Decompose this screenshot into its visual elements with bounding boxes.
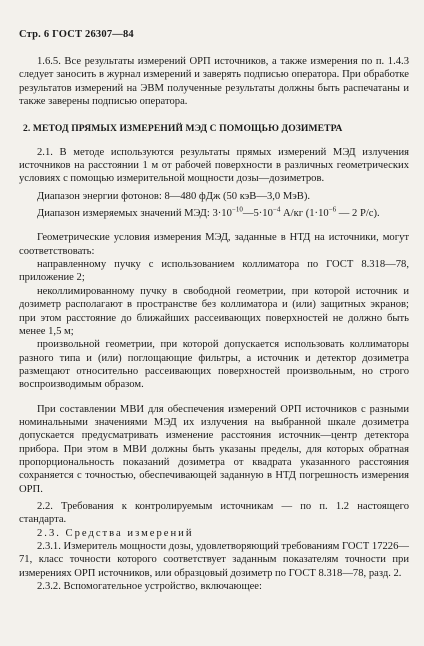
- list-item-directed-beam: направленному пучку с использованием коллиматора по ГОСТ 8.318—78, приложение 2;: [19, 259, 409, 284]
- section-heading-2: 2. МЕТОД ПРЯМЫХ ИЗМЕРЕНИЙ МЭД С ПОМОЩЬЮ ДОЗИМЕТРА: [23, 123, 343, 135]
- list-item-arbitrary-geometry: произвольной геометрии, при которой допускается использовать коллиматоры разного типа и (или) поглощающие фильтры, а источник и детектор дозиметра размещают относительно рассеивающих поверхностей произвольным, но строго воспроизводимым образом.: [19, 339, 409, 391]
- paragraph-mvi: При составлении МВИ для обеспечения измерений ОРП источников с разными номинальными значениями МЭД их излучения на выбранной шкале дозиметра допускается предусматривать изменение расстояния источник—центр детектора прибора. При этом в МВИ должны быть указаны пределы, для которых обратная пропорциональность показаний дозиметра от квадрата указанного расстояния сохраняется с точностью, обеспечивающей заданную в НТД погрешность измерения ОРП.: [19, 403, 409, 495]
- med-range-exp-3: −6: [328, 205, 337, 214]
- list-item-free-geometry: неколлимированному пучку в свободной геометрии, при которой источник и дозиметр располагают в пространстве без коллиматора и (или) защитных экранов; при этом расстояние до ближайших рассеивающих поверхностей не должно быть менее 1,5 м;: [19, 285, 409, 337]
- page-header: Стр. 6 ГОСТ 26307—84: [19, 29, 134, 40]
- paragraph-2-3-1: 2.3.1. Измеритель мощности дозы, удовлетворяющий требованиям ГОСТ 17226—71, класс точности которого соответствует заданным показателям точности при измерениях ОРП источников, или образцовый дозиметр по ГОСТ 8.318—78, разд. 2.: [19, 541, 409, 579]
- med-range-exp-1: −10: [231, 205, 243, 214]
- paragraph-geometric-conditions: Геометрические условия измерения МЭД, заданные в НТД на источники, могут соответствовать:: [19, 232, 409, 257]
- paragraph-2-3-2: 2.3.2. Вспомогательное устройство, включающее:: [37, 581, 262, 593]
- med-range-part-a: Диапазон измеряемых значений МЭД: 3·10: [37, 208, 232, 220]
- paragraph-1-6-5: 1.6.5. Все результаты измерений ОРП источников, а также измерения по п. 1.4.3 следует заносить в журнал измерений и заверять подписью оператора. При обработке результатов измерений на ЭВМ полученные результаты должны быть распечатаны и также заверены подписью оператора.: [19, 56, 409, 108]
- subsection-heading-2-3: 2.3. Средства измерений: [37, 527, 194, 539]
- med-range-part-c: А/кг (1·10: [280, 208, 329, 220]
- med-range-exp-2: −4: [272, 205, 281, 214]
- paragraph-photon-energy-range: Диапазон энергии фотонов: 8—480 фДж (50 кэВ—3,0 МэВ).: [37, 190, 311, 202]
- med-range-part-d: — 2 Р/с).: [336, 208, 380, 220]
- paragraph-2-1: 2.1. В методе используются результаты прямых измерений МЭД излучения источников на расстоянии 1 м от рабочей поверхности в различных геометрических условиях с помощью измерительной мощности дозы—дозиметров.: [19, 146, 409, 185]
- paragraph-med-range: [19, 207, 409, 220]
- med-range-part-b: —5·10: [242, 208, 273, 220]
- paragraph-2-2: 2.2. Требования к контролируемым источникам — по п. 1.2 настоящего стандарта.: [19, 500, 409, 526]
- document-body: [19, 55, 409, 593]
